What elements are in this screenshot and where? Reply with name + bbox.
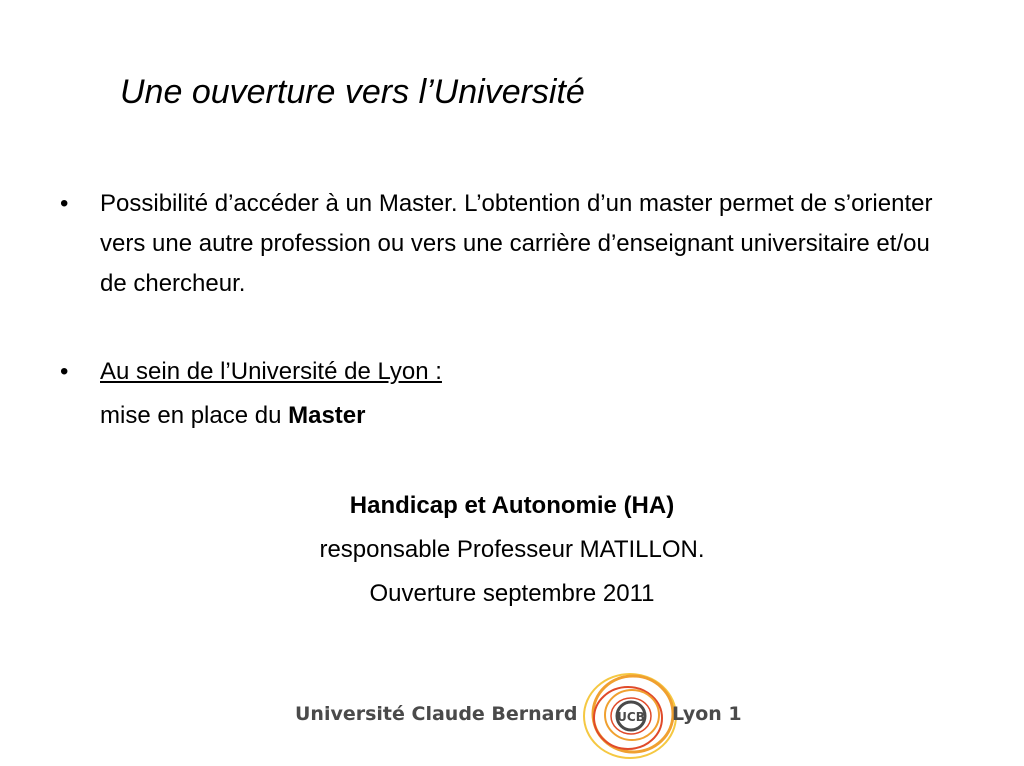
master-setup-line xyxy=(100,396,365,436)
bullet-text-underlined: Au sein de l’Université de Lyon : xyxy=(100,358,442,385)
bullet-text: Possibilité d’accéder à un Master. L’obtention d’un master permet de s’orienter vers une autre profession ou vers une carrière d’enseignant universitaire et/ou de chercheur. xyxy=(100,190,933,297)
emblem-letters: UCB xyxy=(617,710,645,724)
program-opening: Ouverture septembre 2011 xyxy=(369,580,655,607)
master-setup-prefix: mise en place du xyxy=(100,402,289,429)
bullet-item-master-access xyxy=(60,184,960,304)
program-responsible: responsable Professeur MATILLON. xyxy=(319,536,705,563)
logo-lyon-label: Lyon 1 xyxy=(672,703,742,725)
bullet-item-lyon xyxy=(60,352,960,392)
bullet-marker: • xyxy=(60,358,69,385)
bullet-marker: • xyxy=(60,190,69,217)
logo-university-name: Université Claude Bernard xyxy=(295,703,578,725)
program-name: Handicap et Autonomie (HA) xyxy=(349,492,675,519)
master-setup-bold: Master xyxy=(288,402,366,429)
slide-title: Une ouverture vers l’Université xyxy=(120,73,585,111)
